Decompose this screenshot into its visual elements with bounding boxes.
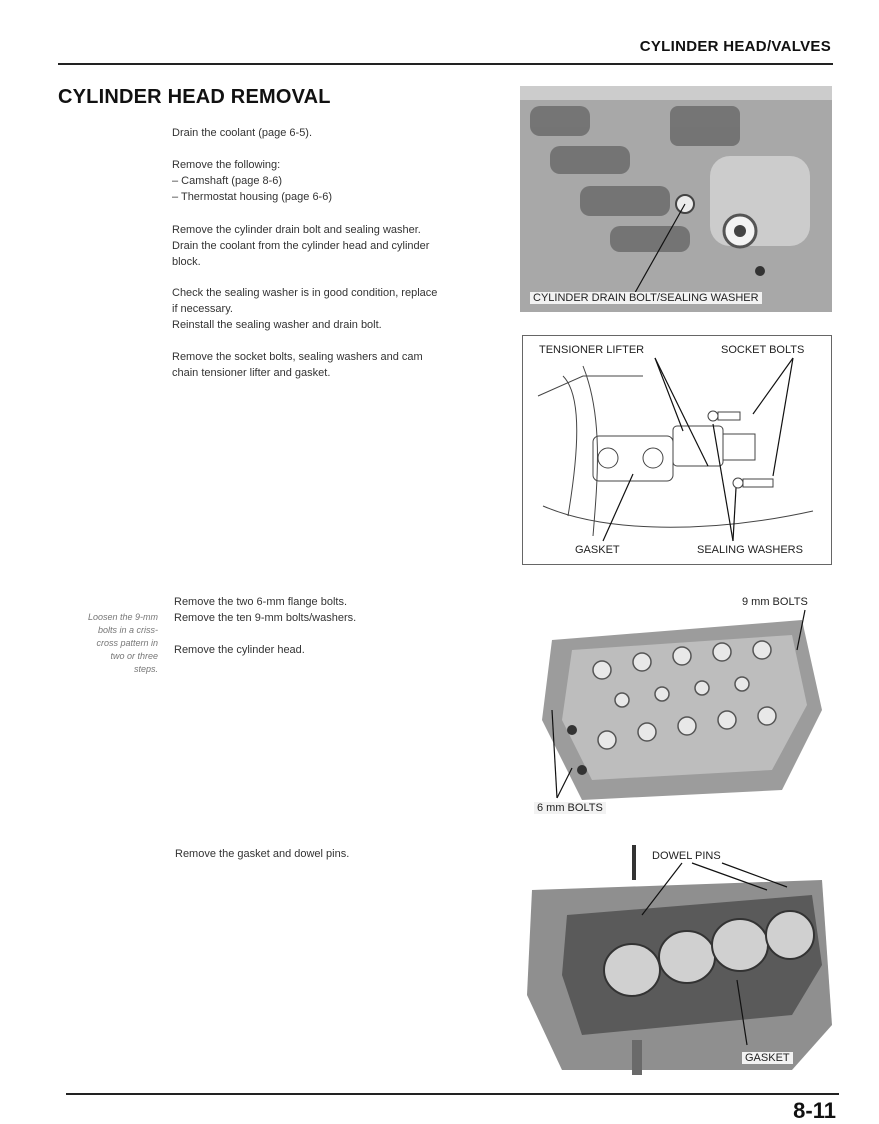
step-text: Drain the coolant (page 6-5). <box>172 127 313 139</box>
label-gasket: GASKET <box>575 544 620 556</box>
step-text: Remove the gasket and dowel pins. <box>175 848 350 860</box>
drain-bolt-photo <box>520 86 832 312</box>
step-check-washer <box>172 285 437 333</box>
label-tensioner-lifter: TENSIONER LIFTER <box>539 344 645 356</box>
step-socket-bolts <box>172 349 423 381</box>
step-text: block. <box>172 256 201 268</box>
label-dowel-pins: DOWEL PINS <box>652 850 721 862</box>
step-remove-following <box>172 157 332 205</box>
label-drain-bolt: CYLINDER DRAIN BOLT/SEALING WASHER <box>530 292 762 304</box>
step-text: Reinstall the sealing washer and drain bolt. <box>172 319 382 331</box>
step-text: Remove the following: <box>172 159 281 171</box>
side-note-line: Loosen the 9-mm <box>87 612 158 622</box>
cylinder-head-illustration <box>522 590 832 818</box>
step-flange-bolts <box>174 594 356 626</box>
step-text: chain tensioner lifter and gasket. <box>172 367 331 379</box>
label-sealing-washers: SEALING WASHERS <box>697 544 803 556</box>
step-text: Remove the socket bolts, sealing washers and cam <box>172 351 423 363</box>
list-item: – Camshaft (page 8-6) <box>172 175 283 187</box>
step-text: Remove the ten 9-mm bolts/washers. <box>174 612 357 624</box>
tensioner-line-drawing <box>523 336 831 564</box>
step-drain-coolant <box>172 125 312 141</box>
engine-illustration <box>520 86 832 312</box>
section-title: CYLINDER HEAD REMOVAL <box>58 86 331 108</box>
gasket-dowel-photo <box>522 845 837 1075</box>
list-item: – Thermostat housing (page 6-6) <box>172 191 332 203</box>
header-rule <box>58 63 833 65</box>
side-note <box>60 611 158 676</box>
cylinder-head-photo <box>522 590 832 818</box>
running-header: CYLINDER HEAD/VALVES <box>639 38 831 55</box>
step-gasket-dowel <box>175 846 349 862</box>
step-remove-head <box>174 642 305 658</box>
label-6mm-bolts: 6 mm BOLTS <box>534 802 606 814</box>
step-text: Remove the cylinder drain bolt and sealing washer. <box>172 224 421 236</box>
tensioner-diagram <box>522 335 832 565</box>
step-text: if necessary. <box>172 303 233 315</box>
page-number: 8-11 <box>793 1098 836 1123</box>
label-9mm-bolts: 9 mm BOLTS <box>742 596 808 608</box>
step-text: Remove the two 6-mm flange bolts. <box>174 596 348 608</box>
label-gasket: GASKET <box>742 1052 793 1064</box>
step-text: Check the sealing washer is in good condition, replace <box>172 287 438 299</box>
step-text: Drain the coolant from the cylinder head and cylinder <box>172 240 430 252</box>
step-text: Remove the cylinder head. <box>174 644 305 656</box>
footer-rule <box>66 1093 839 1095</box>
gasket-illustration <box>522 845 837 1075</box>
side-note-line: steps. <box>133 664 158 674</box>
side-note-line: bolts in a criss- <box>97 625 158 635</box>
label-socket-bolts: SOCKET BOLTS <box>721 344 805 356</box>
side-note-line: cross pattern in <box>96 638 158 648</box>
side-note-line: two or three <box>110 651 158 661</box>
step-drain-bolt <box>172 222 429 270</box>
